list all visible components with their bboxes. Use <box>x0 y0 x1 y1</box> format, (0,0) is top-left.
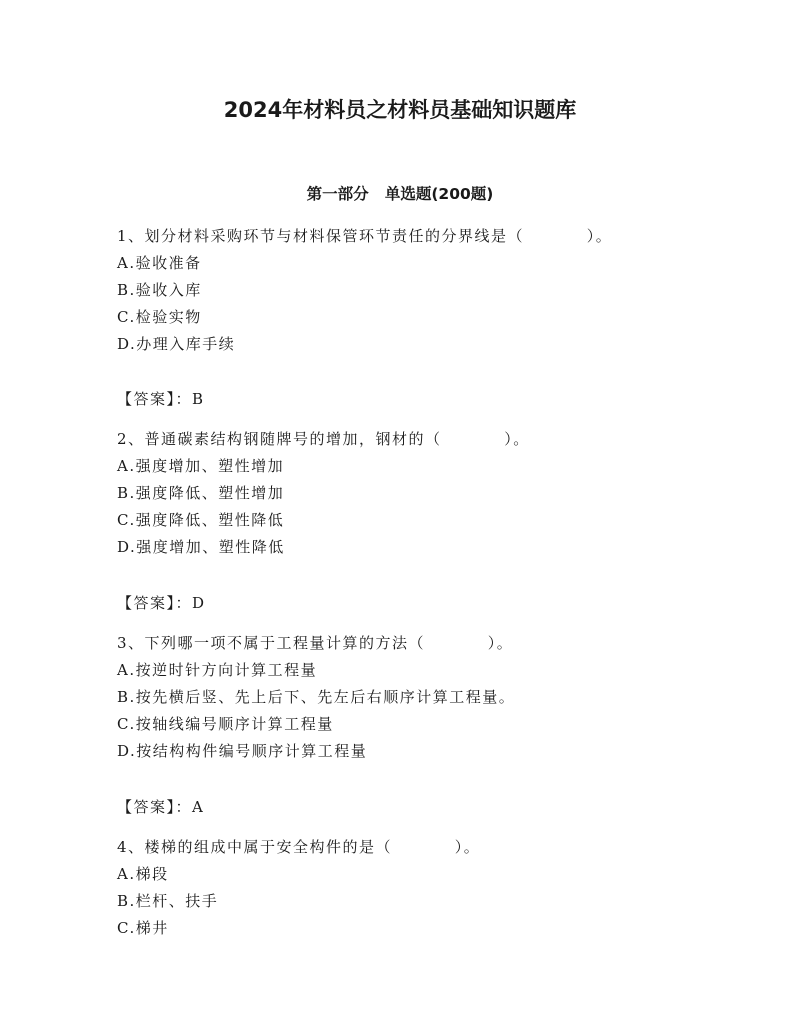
document-title: 2024年材料员之材料员基础知识题库 <box>223 98 577 122</box>
question-1-option-c: C.检验实物 <box>117 308 202 326</box>
question-4-option-b: B.栏杆、扶手 <box>117 892 219 910</box>
question-2-option-c: C.强度降低、塑性降低 <box>117 511 285 529</box>
question-2-option-a: A.强度增加、塑性增加 <box>117 457 285 475</box>
question-1-answer: 【答案】：B <box>117 390 205 408</box>
question-2-answer: 【答案】：D <box>117 594 206 612</box>
question-2-option-d: D.强度增加、塑性降低 <box>117 538 285 556</box>
question-3-option-c: C.按轴线编号顺序计算工程量 <box>117 715 334 733</box>
section-title: 第一部分 单选题(200题) <box>306 185 494 203</box>
question-3-option-a: A.按逆时针方向计算工程量 <box>117 661 318 679</box>
question-1-option-b: B.验收入库 <box>117 281 202 299</box>
question-3-option-b: B.按先横后竖、先上后下、先左后右顺序计算工程量。 <box>117 688 516 706</box>
question-3-option-d: D.按结构构件编号顺序计算工程量 <box>117 742 368 760</box>
question-3-answer: 【答案】：A <box>117 798 205 816</box>
question-1-stem: 1、划分材料采购环节与材料保管环节责任的分界线是（ ）。 <box>117 227 613 245</box>
question-4-option-c: C.梯井 <box>117 919 169 937</box>
question-4-option-a: A.梯段 <box>117 865 169 883</box>
question-2-option-b: B.强度降低、塑性增加 <box>117 484 285 502</box>
question-1-option-d: D.办理入库手续 <box>117 335 236 353</box>
question-3-stem: 3、下列哪一项不属于工程量计算的方法（ ）。 <box>117 634 514 652</box>
question-4-stem: 4、楼梯的组成中属于安全构件的是（ ）。 <box>117 838 481 856</box>
question-2-stem: 2、普通碳素结构钢随牌号的增加，钢材的（ ）。 <box>117 430 530 448</box>
question-1-option-a: A.验收准备 <box>117 254 202 272</box>
